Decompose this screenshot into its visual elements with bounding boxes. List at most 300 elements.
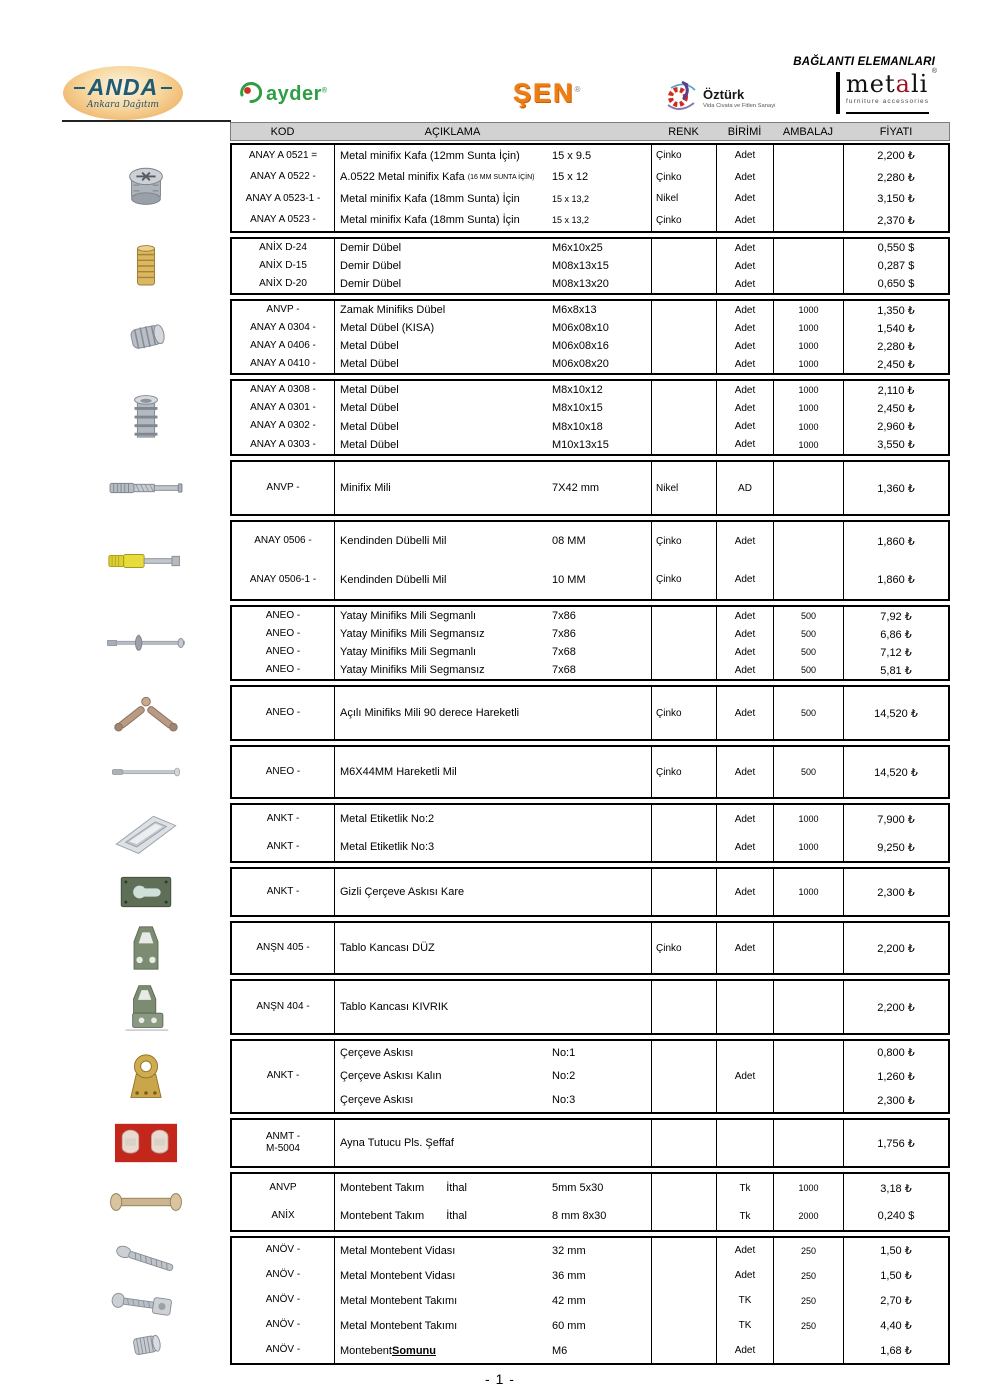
product-unit: Adet	[717, 436, 774, 454]
product-description: Tablo Kancası DÜZ	[340, 942, 435, 954]
product-size: M08x13x20	[552, 275, 652, 293]
product-description: Zamak Minifiks Dübel	[340, 304, 446, 316]
product-package-qty: 250	[774, 1313, 844, 1338]
product-section	[62, 803, 990, 863]
table-header-row	[230, 122, 950, 141]
product-color	[652, 625, 717, 643]
product-section	[62, 237, 990, 295]
product-size: M06x08x10	[552, 319, 652, 337]
product-description: Yatay Minifiks Mili Segmanlı	[340, 610, 477, 622]
product-row	[232, 1313, 948, 1338]
product-row	[232, 436, 948, 454]
product-code: ANKT -	[232, 1065, 335, 1089]
ayder-logo	[238, 80, 328, 109]
product-unit: Adet	[717, 319, 774, 337]
product-price: 14,520 ₺	[874, 766, 918, 779]
product-description: Metal minifix Kafa (18mm Sunta) İçin	[340, 192, 520, 205]
product-description: Metal Dübel	[340, 340, 399, 352]
product-section	[62, 1172, 990, 1232]
product-color	[652, 833, 717, 861]
product-image-cell	[62, 867, 230, 917]
product-description: A.0522 Metal minifix Kafa (16 MM SUNTA İÇİN)	[340, 171, 535, 184]
product-row	[232, 923, 948, 973]
product-description: Montebent Takım İthal	[340, 1182, 467, 1194]
product-code: ANEO -	[232, 607, 335, 625]
product-row	[232, 275, 948, 293]
product-row	[232, 1238, 948, 1263]
zamak-dowel-image	[122, 316, 170, 358]
product-code: ANAY A 0303 -	[232, 436, 335, 454]
product-unit: Tk	[717, 1174, 774, 1202]
product-row	[232, 561, 948, 600]
product-size: 15 x 12	[552, 167, 652, 189]
page-number: - 1 -	[485, 1371, 515, 1387]
product-row	[232, 418, 948, 436]
metali-reg-mark: ®	[931, 68, 938, 75]
product-price: 1,860 ₺	[877, 535, 915, 548]
product-price: 3,550 ₺	[877, 439, 915, 452]
product-code: ANEO -	[232, 687, 335, 739]
column-header-fiyat-: FİYATI	[879, 125, 913, 138]
product-code: ANÖV -	[232, 1338, 335, 1363]
product-code: ANŞN 405 -	[232, 923, 335, 973]
product-package-qty: 1000	[774, 355, 844, 373]
product-unit: Tk	[717, 1202, 774, 1230]
product-group-box	[230, 299, 950, 375]
product-code: ANVP	[232, 1174, 335, 1202]
product-color	[652, 239, 717, 257]
product-package-qty: 500	[774, 625, 844, 643]
product-group-box	[230, 1236, 950, 1365]
product-description: Çerçeve Askısı	[340, 1046, 414, 1059]
gizli-aski-plate-image	[113, 870, 179, 914]
product-description: Metal Montebent Takımı	[340, 1294, 458, 1307]
product-package-qty: 500	[774, 661, 844, 679]
product-code	[232, 1041, 335, 1065]
product-price: 1,756 ₺	[877, 1137, 915, 1150]
product-image-cell	[62, 379, 230, 456]
product-description: Ayna Tutucu Pls. Şeffaf	[340, 1137, 454, 1149]
montebent-vidasi-image	[110, 1239, 182, 1283]
product-section	[62, 921, 990, 975]
product-size: 32 mm	[552, 1238, 652, 1263]
product-description: Metal Dübel	[340, 438, 399, 451]
product-unit: Adet	[717, 1263, 774, 1288]
product-size: 7x86	[552, 607, 652, 625]
product-price: 2,200 ₺	[877, 150, 915, 163]
header-divider-line	[62, 120, 231, 122]
product-code: ANKT -	[232, 833, 335, 861]
product-color: Çinko	[652, 210, 717, 232]
product-package-qty	[774, 981, 844, 1033]
product-color	[652, 1041, 717, 1065]
product-section	[62, 1118, 990, 1168]
product-color	[652, 869, 717, 915]
metali-logo-subtitle: furniture accessories	[846, 98, 930, 105]
product-row	[232, 1120, 948, 1166]
product-size: 7X42 mm	[552, 462, 652, 514]
product-price: 1,260 ₺	[877, 1070, 915, 1083]
product-color	[652, 1120, 717, 1166]
product-row	[232, 1288, 948, 1313]
product-code: ANEO -	[232, 747, 335, 797]
montebent-takim-image	[106, 1188, 186, 1216]
ozturk-logo	[663, 78, 775, 119]
product-unit: Adet	[717, 869, 774, 915]
product-price: 2,960 ₺	[877, 421, 915, 434]
product-row	[232, 833, 948, 861]
product-size: M6x8x13	[552, 301, 652, 319]
product-color	[652, 1065, 717, 1089]
product-unit: Adet	[717, 1065, 774, 1089]
product-code: ANİX D-15	[232, 257, 335, 275]
ozturk-gear-icon	[663, 78, 699, 119]
product-section	[62, 1039, 990, 1114]
product-unit: Adet	[717, 418, 774, 436]
product-image-cell	[62, 237, 230, 295]
product-code: ANVP -	[232, 462, 335, 514]
product-color: Nikel	[652, 462, 717, 514]
product-section	[62, 867, 990, 917]
product-group-box	[230, 605, 950, 681]
product-package-qty: 250	[774, 1288, 844, 1313]
product-price: 4,40 ₺	[880, 1320, 912, 1332]
product-unit	[717, 1120, 774, 1166]
product-price: 3,150 ₺	[877, 193, 915, 206]
tablo-kanca-duz-image	[123, 921, 169, 975]
product-color	[652, 355, 717, 373]
product-price: 5,81 ₺	[880, 664, 912, 677]
product-price: 2,300 ₺	[877, 886, 915, 899]
product-color: Çinko	[652, 687, 717, 739]
product-row	[232, 522, 948, 561]
product-description: Minifix Mili	[340, 482, 391, 494]
product-code: ANÖV -	[232, 1288, 335, 1313]
product-price: 7,900 ₺	[877, 813, 915, 826]
product-color	[652, 1174, 717, 1202]
product-package-qty	[774, 275, 844, 293]
product-image-cell	[62, 605, 230, 681]
product-price: 14,520 ₺	[874, 707, 918, 720]
product-unit	[717, 1088, 774, 1112]
product-description: Metal Dübel (KISA)	[340, 322, 435, 334]
product-color: Çinko	[652, 522, 717, 561]
product-color	[652, 1313, 717, 1338]
product-size	[552, 1120, 652, 1166]
product-unit: Adet	[717, 607, 774, 625]
product-code: ANKT -	[232, 805, 335, 833]
product-unit: Adet	[717, 747, 774, 797]
product-unit: Adet	[717, 1238, 774, 1263]
product-size	[552, 687, 652, 739]
minifix-bolt-image	[106, 476, 186, 500]
product-unit: Adet	[717, 275, 774, 293]
product-package-qty: 500	[774, 747, 844, 797]
product-row	[232, 607, 948, 625]
product-group-box	[230, 979, 950, 1035]
product-unit: TK	[717, 1313, 774, 1338]
product-description: Metal Montebent Vidası	[340, 1244, 456, 1257]
product-size	[552, 805, 652, 833]
column-header-a-klama: AÇIKLAMA	[424, 125, 481, 138]
product-price: 0,550 $	[877, 242, 915, 254]
anda-logo	[63, 66, 183, 120]
product-package-qty: 2000	[774, 1202, 844, 1230]
product-price: 2,300 ₺	[877, 1094, 915, 1107]
product-image-cell	[62, 1118, 230, 1168]
product-unit: Adet	[717, 625, 774, 643]
product-size	[552, 747, 652, 797]
product-description: Tablo Kancası KIVRIK	[340, 1001, 449, 1013]
product-package-qty	[774, 462, 844, 514]
product-group-box	[230, 143, 950, 233]
product-code: ANAY A 0522 -	[232, 167, 335, 189]
product-unit: Adet	[717, 399, 774, 417]
product-package-qty	[774, 239, 844, 257]
product-price: 1,50 ₺	[880, 1245, 912, 1257]
product-unit: Adet	[717, 1338, 774, 1363]
product-package-qty: 1000	[774, 337, 844, 355]
product-image-cell	[62, 1172, 230, 1232]
product-row	[232, 257, 948, 275]
product-price: 2,280 ₺	[877, 171, 915, 184]
product-code: ANMT - M-5004	[232, 1120, 335, 1166]
product-color	[652, 337, 717, 355]
product-row	[232, 661, 948, 679]
product-description: Kendinden Dübelli Mil	[340, 573, 447, 586]
product-code: ANAY 0506 -	[232, 522, 335, 561]
product-group-box	[230, 745, 950, 799]
product-code: ANÖV -	[232, 1238, 335, 1263]
product-row	[232, 188, 948, 210]
product-row	[232, 145, 948, 167]
product-code: ANİX D-20	[232, 275, 335, 293]
product-table	[0, 143, 990, 1365]
product-description: Metal Montebent Vidası	[340, 1269, 456, 1282]
product-package-qty	[774, 257, 844, 275]
product-package-qty	[774, 1065, 844, 1089]
cerceve-aski-image	[122, 1051, 170, 1103]
product-size: No:2	[552, 1065, 652, 1089]
product-size: M8x10x15	[552, 399, 652, 417]
ozturk-logo-text: Öztürk	[703, 87, 745, 103]
product-size	[552, 869, 652, 915]
product-size: 7x68	[552, 661, 652, 679]
product-size: No:1	[552, 1041, 652, 1065]
product-size: M8x10x12	[552, 381, 652, 399]
product-code: ANAY 0506-1 -	[232, 561, 335, 600]
product-package-qty	[774, 210, 844, 232]
product-row	[232, 319, 948, 337]
product-price: 0,240 $	[877, 1210, 915, 1222]
product-package-qty: 1000	[774, 399, 844, 417]
product-description: Yatay Minifiks Mili Segmanlı	[340, 646, 477, 658]
product-color	[652, 981, 717, 1033]
product-group-box	[230, 1172, 950, 1232]
product-code: ANAY A 0523-1 -	[232, 188, 335, 210]
product-row	[232, 1065, 948, 1089]
product-unit: Adet	[717, 643, 774, 661]
product-code: ANEO -	[232, 643, 335, 661]
product-unit: Adet	[717, 188, 774, 210]
product-size: M10x13x15	[552, 436, 652, 454]
montebent-takimi-image	[106, 1291, 186, 1321]
product-package-qty	[774, 522, 844, 561]
metal-dowel-image	[125, 391, 167, 445]
product-price: 2,200 ₺	[877, 1001, 915, 1014]
product-code: ANAY A 0308 -	[232, 381, 335, 399]
product-description: Demir Dübel	[340, 260, 402, 272]
product-price: 1,860 ₺	[877, 574, 915, 587]
product-description: Yatay Minifiks Mili Segmansız	[340, 664, 485, 676]
product-color	[652, 661, 717, 679]
product-package-qty: 1000	[774, 805, 844, 833]
product-code: ANEO -	[232, 661, 335, 679]
yellow-mil-image	[105, 548, 187, 574]
product-package-qty	[774, 923, 844, 973]
product-code: ANAY A 0523 -	[232, 210, 335, 232]
product-price: 1,360 ₺	[877, 482, 915, 495]
product-description: M6X44MM Hareketli Mil	[340, 766, 457, 778]
product-unit: Adet	[717, 381, 774, 399]
product-price: 2,370 ₺	[877, 214, 915, 227]
product-color: Çinko	[652, 167, 717, 189]
product-price: 1,68 ₺	[880, 1345, 912, 1357]
product-section	[62, 520, 990, 601]
product-price: 1,350 ₺	[877, 304, 915, 317]
product-description: Montebent Somunu	[340, 1344, 436, 1357]
product-group-box	[230, 1039, 950, 1114]
product-unit: Adet	[717, 833, 774, 861]
product-color	[652, 1088, 717, 1112]
product-unit: Adet	[717, 301, 774, 319]
product-section	[62, 460, 990, 516]
product-unit: AD	[717, 462, 774, 514]
product-group-box	[230, 921, 950, 975]
product-color: Çinko	[652, 561, 717, 600]
product-row	[232, 869, 948, 915]
product-package-qty: 250	[774, 1238, 844, 1263]
product-row	[232, 239, 948, 257]
product-color: Çinko	[652, 145, 717, 167]
product-image-cell	[62, 460, 230, 516]
m6x44-mil-image	[106, 764, 186, 780]
product-section	[62, 1236, 990, 1365]
product-unit: Adet	[717, 522, 774, 561]
product-size: 15 x 13,2	[552, 188, 652, 210]
product-code: ANİX D-24	[232, 239, 335, 257]
product-package-qty: 1000	[774, 833, 844, 861]
montebent-somunu-image	[123, 1329, 169, 1363]
column-header-kod: KOD	[270, 125, 295, 138]
product-image-cell	[62, 299, 230, 375]
product-group-box	[230, 237, 950, 295]
product-row	[232, 805, 948, 833]
product-row	[232, 337, 948, 355]
product-size: 15 x 13,2	[552, 210, 652, 232]
product-size: 36 mm	[552, 1263, 652, 1288]
product-image-cell	[62, 1236, 230, 1365]
product-unit: Adet	[717, 210, 774, 232]
product-description: Metal minifix Kafa (12mm Sunta İçin)	[340, 149, 520, 162]
product-code: ANEO -	[232, 625, 335, 643]
product-size: 7x68	[552, 643, 652, 661]
product-row	[232, 1041, 948, 1065]
product-section	[62, 299, 990, 375]
product-color	[652, 643, 717, 661]
product-description: Metal Montebent Takımı	[340, 1319, 458, 1332]
product-price: 3,18 ₺	[880, 1182, 912, 1195]
product-price: 0,650 $	[877, 278, 915, 290]
product-row	[232, 1088, 948, 1112]
ayder-swoosh-icon	[238, 80, 262, 109]
column-header-birimi: BİRİMİ	[727, 125, 762, 138]
product-row	[232, 1174, 948, 1202]
anda-logo-subtitle: Ankara Dağıtım	[87, 100, 159, 110]
product-size: M6	[552, 1338, 652, 1363]
angled-mil-image	[111, 691, 181, 735]
product-color	[652, 275, 717, 293]
product-size: 15 x 9.5	[552, 145, 652, 167]
product-package-qty	[774, 167, 844, 189]
product-description: Metal Dübel	[340, 358, 399, 370]
product-group-box	[230, 460, 950, 516]
product-color	[652, 1238, 717, 1263]
product-package-qty: 1000	[774, 869, 844, 915]
product-row	[232, 1263, 948, 1288]
etiketlik-plate-image	[110, 807, 182, 859]
product-price: 2,450 ₺	[877, 358, 915, 371]
product-row	[232, 167, 948, 189]
product-unit: TK	[717, 1288, 774, 1313]
product-color	[652, 805, 717, 833]
product-package-qty	[774, 1088, 844, 1112]
product-description: Metal Etiketlik No:3	[340, 841, 435, 853]
product-code: ANİX	[232, 1202, 335, 1230]
product-image-cell	[62, 803, 230, 863]
product-row	[232, 381, 948, 399]
product-image-cell	[62, 143, 230, 233]
product-color	[652, 1202, 717, 1230]
product-row	[232, 747, 948, 797]
product-unit: Adet	[717, 805, 774, 833]
product-group-box	[230, 379, 950, 456]
product-size: M6x10x25	[552, 239, 652, 257]
metali-logo	[836, 68, 938, 114]
product-row	[232, 625, 948, 643]
product-size: 7x86	[552, 625, 652, 643]
product-color	[652, 381, 717, 399]
product-price: 1,540 ₺	[877, 322, 915, 335]
product-size	[552, 923, 652, 973]
product-section	[62, 979, 990, 1035]
product-code: ANAY A 0521 =	[232, 145, 335, 167]
product-unit	[717, 981, 774, 1033]
sen-logo	[513, 78, 582, 109]
product-price: 2,200 ₺	[877, 942, 915, 955]
product-group-box	[230, 685, 950, 741]
product-price: 7,92 ₺	[880, 610, 912, 623]
product-package-qty: 1000	[774, 436, 844, 454]
product-description: Metal Dübel	[340, 384, 399, 397]
product-code: ANAY A 0301 -	[232, 399, 335, 417]
product-description: Çerçeve Askısı Kalın	[340, 1070, 442, 1083]
metali-logo-text: metali	[846, 70, 929, 98]
product-package-qty	[774, 561, 844, 600]
product-package-qty: 1000	[774, 319, 844, 337]
product-size: M06x08x16	[552, 337, 652, 355]
product-description: Açılı Minifiks Mili 90 derece Hareketli	[340, 707, 520, 719]
